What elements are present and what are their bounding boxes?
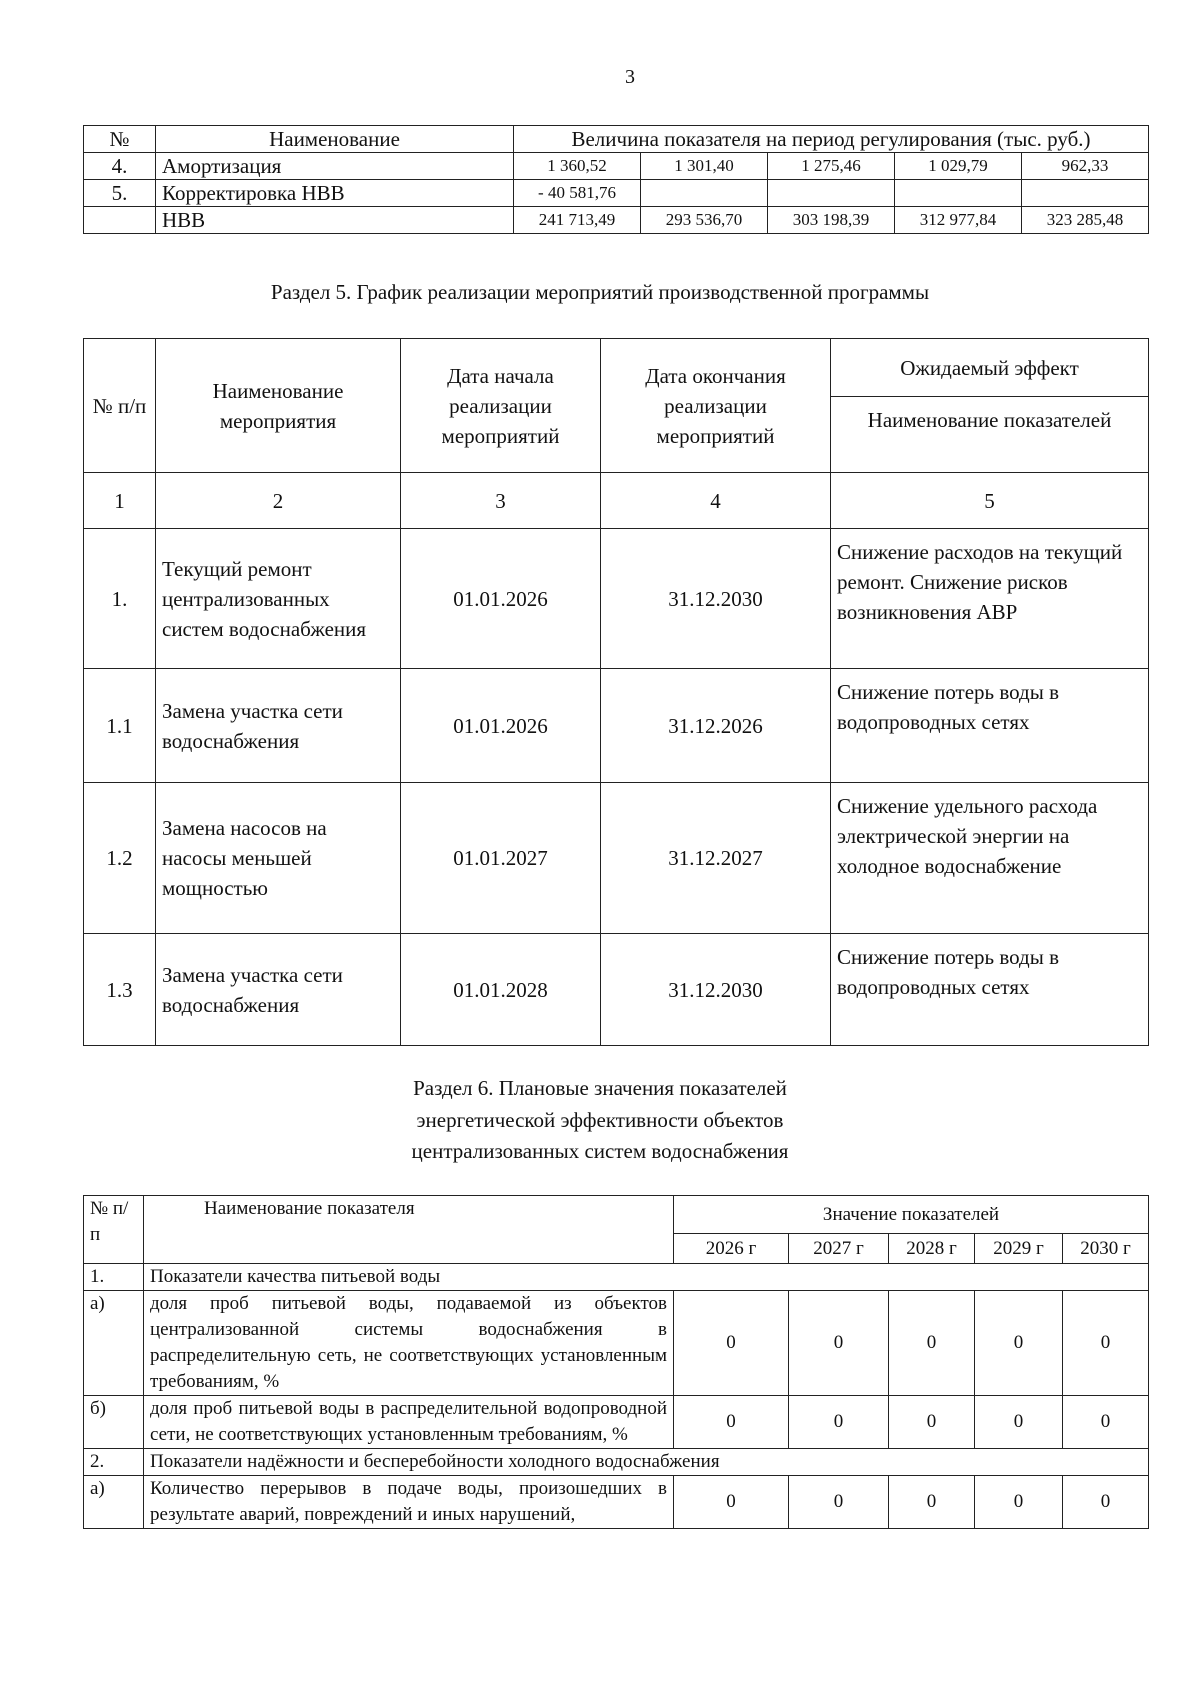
cell-value: 0	[889, 1476, 975, 1529]
header-name: Наименование	[156, 126, 514, 153]
group-title: Показатели качества питьевой воды	[144, 1264, 1149, 1291]
row-start-date: 01.01.2026	[401, 669, 601, 783]
cell-value	[641, 180, 768, 207]
schedule-table	[83, 338, 1149, 1046]
row-start-date: 01.01.2026	[401, 529, 601, 669]
header-no: № п/п	[84, 339, 156, 473]
row-effect: Снижение расходов на текущий ремонт. Снижение рисков возникновения АВР	[831, 529, 1149, 669]
cell-value: - 40 581,76	[514, 180, 641, 207]
row-end-date: 31.12.2027	[601, 783, 831, 934]
group-no: 2.	[84, 1449, 144, 1476]
group-title: Показатели надёжности и бесперебойности холодного водоснабжения	[144, 1449, 1149, 1476]
table-row	[84, 1396, 1149, 1449]
table-row	[84, 529, 1149, 669]
cell-value: 323 285,48	[1022, 207, 1149, 234]
cell-value: 241 713,49	[514, 207, 641, 234]
cell-value: 0	[975, 1291, 1063, 1396]
section6-title-line-2: энергетической эффективности объектов	[416, 1108, 784, 1132]
table-row	[84, 934, 1149, 1046]
page-number: 3	[625, 66, 635, 88]
row-no: 4.	[84, 153, 156, 180]
indicators-table	[83, 1195, 1149, 1529]
cell-value: 0	[889, 1396, 975, 1449]
cell-value: 962,33	[1022, 153, 1149, 180]
row-no: 1.	[84, 529, 156, 669]
cell-value	[1022, 180, 1149, 207]
cell-value: 0	[674, 1396, 789, 1449]
col-number: 4	[601, 473, 831, 529]
cell-value: 0	[1063, 1476, 1149, 1529]
cell-value: 0	[1063, 1396, 1149, 1449]
indicators-header-row	[84, 1196, 1149, 1234]
col-number: 3	[401, 473, 601, 529]
cell-value	[768, 180, 895, 207]
item-no: а)	[84, 1476, 144, 1529]
row-end-date: 31.12.2030	[601, 934, 831, 1046]
header-effect-sub: Наименование показателей	[831, 397, 1149, 473]
cell-value: 303 198,39	[768, 207, 895, 234]
col-number: 5	[831, 473, 1149, 529]
table-row	[84, 669, 1149, 783]
cell-value: 0	[975, 1396, 1063, 1449]
col-number: 1	[84, 473, 156, 529]
row-start-date: 01.01.2027	[401, 783, 601, 934]
header-name: Наименование показателя	[144, 1196, 674, 1264]
item-no: а)	[84, 1291, 144, 1396]
section5-title: Раздел 5. График реализации мероприятий производственной программы	[270, 280, 930, 304]
cell-value: 1 301,40	[641, 153, 768, 180]
header-values: Значение показателей	[674, 1196, 1149, 1234]
section6-title-line-3: централизованных систем водоснабжения	[411, 1139, 789, 1163]
row-name: Замена насосов на насосы меньшей мощностью	[156, 783, 401, 934]
row-name: Замена участка сети водоснабжения	[156, 934, 401, 1046]
item-name: Количество перерывов в подаче воды, произошедших в результате аварий, повреждений и иных нарушений,	[144, 1476, 674, 1529]
group-row	[84, 1449, 1149, 1476]
cell-value: 0	[1063, 1291, 1149, 1396]
group-no: 1.	[84, 1264, 144, 1291]
table-row	[84, 1291, 1149, 1396]
table-row	[84, 783, 1149, 934]
row-end-date: 31.12.2026	[601, 669, 831, 783]
year-header: 2028 г	[889, 1234, 975, 1264]
table-row	[84, 1476, 1149, 1529]
row-effect: Снижение удельного расхода электрической энергии на холодное водоснабжение	[831, 783, 1149, 934]
row-end-date: 31.12.2030	[601, 529, 831, 669]
item-name: доля проб питьевой воды в распределительной водопроводной сети, не соответствующих установленным требованиям, %	[144, 1396, 674, 1449]
row-no: 1.3	[84, 934, 156, 1046]
header-effect: Ожидаемый эффект	[831, 339, 1149, 397]
cell-value: 1 029,79	[895, 153, 1022, 180]
header-value: Величина показателя на период регулирования (тыс. руб.)	[514, 126, 1149, 153]
cell-value: 312 977,84	[895, 207, 1022, 234]
item-no: б)	[84, 1396, 144, 1449]
header-name: Наименование мероприятия	[156, 339, 401, 473]
header-no: №	[84, 126, 156, 153]
header-no: № п/п	[84, 1196, 144, 1264]
row-effect: Снижение потерь воды в водопроводных сетях	[831, 669, 1149, 783]
header-start: Дата начала реализации мероприятий	[401, 339, 601, 473]
finance-table	[83, 125, 1149, 234]
year-header: 2026 г	[674, 1234, 789, 1264]
cell-value: 0	[889, 1291, 975, 1396]
column-numbers-row	[84, 473, 1149, 529]
cell-value: 0	[789, 1291, 889, 1396]
cell-value: 0	[674, 1291, 789, 1396]
row-name: Корректировка НВВ	[156, 180, 514, 207]
item-name: доля проб питьевой воды, подаваемой из объектов централизованной системы водоснабжения в распределительную сеть, не соответствующих установленным требованиям, %	[144, 1291, 674, 1396]
header-end: Дата окончания реализации мероприятий	[601, 339, 831, 473]
row-start-date: 01.01.2028	[401, 934, 601, 1046]
table-row	[84, 153, 1149, 180]
row-name: НВВ	[156, 207, 514, 234]
table-row	[84, 180, 1149, 207]
cell-value: 0	[789, 1476, 889, 1529]
row-no: 1.1	[84, 669, 156, 783]
cell-value: 0	[789, 1396, 889, 1449]
cell-value: 0	[674, 1476, 789, 1529]
row-effect: Снижение потерь воды в водопроводных сетях	[831, 934, 1149, 1046]
row-no: 1.2	[84, 783, 156, 934]
schedule-header-row	[84, 339, 1149, 397]
row-name: Замена участка сети водоснабжения	[156, 669, 401, 783]
cell-value: 1 275,46	[768, 153, 895, 180]
row-no	[84, 207, 156, 234]
year-header: 2030 г	[1063, 1234, 1149, 1264]
year-header: 2027 г	[789, 1234, 889, 1264]
group-row	[84, 1264, 1149, 1291]
section6-title-line-1: Раздел 6. Плановые значения показателей	[413, 1076, 787, 1100]
row-name: Амортизация	[156, 153, 514, 180]
finance-header-row	[84, 126, 1149, 153]
col-number: 2	[156, 473, 401, 529]
cell-value	[895, 180, 1022, 207]
row-name: Текущий ремонт централизованных систем водоснабжения	[156, 529, 401, 669]
cell-value: 293 536,70	[641, 207, 768, 234]
row-no: 5.	[84, 180, 156, 207]
table-row	[84, 207, 1149, 234]
year-header: 2029 г	[975, 1234, 1063, 1264]
cell-value: 0	[975, 1476, 1063, 1529]
cell-value: 1 360,52	[514, 153, 641, 180]
